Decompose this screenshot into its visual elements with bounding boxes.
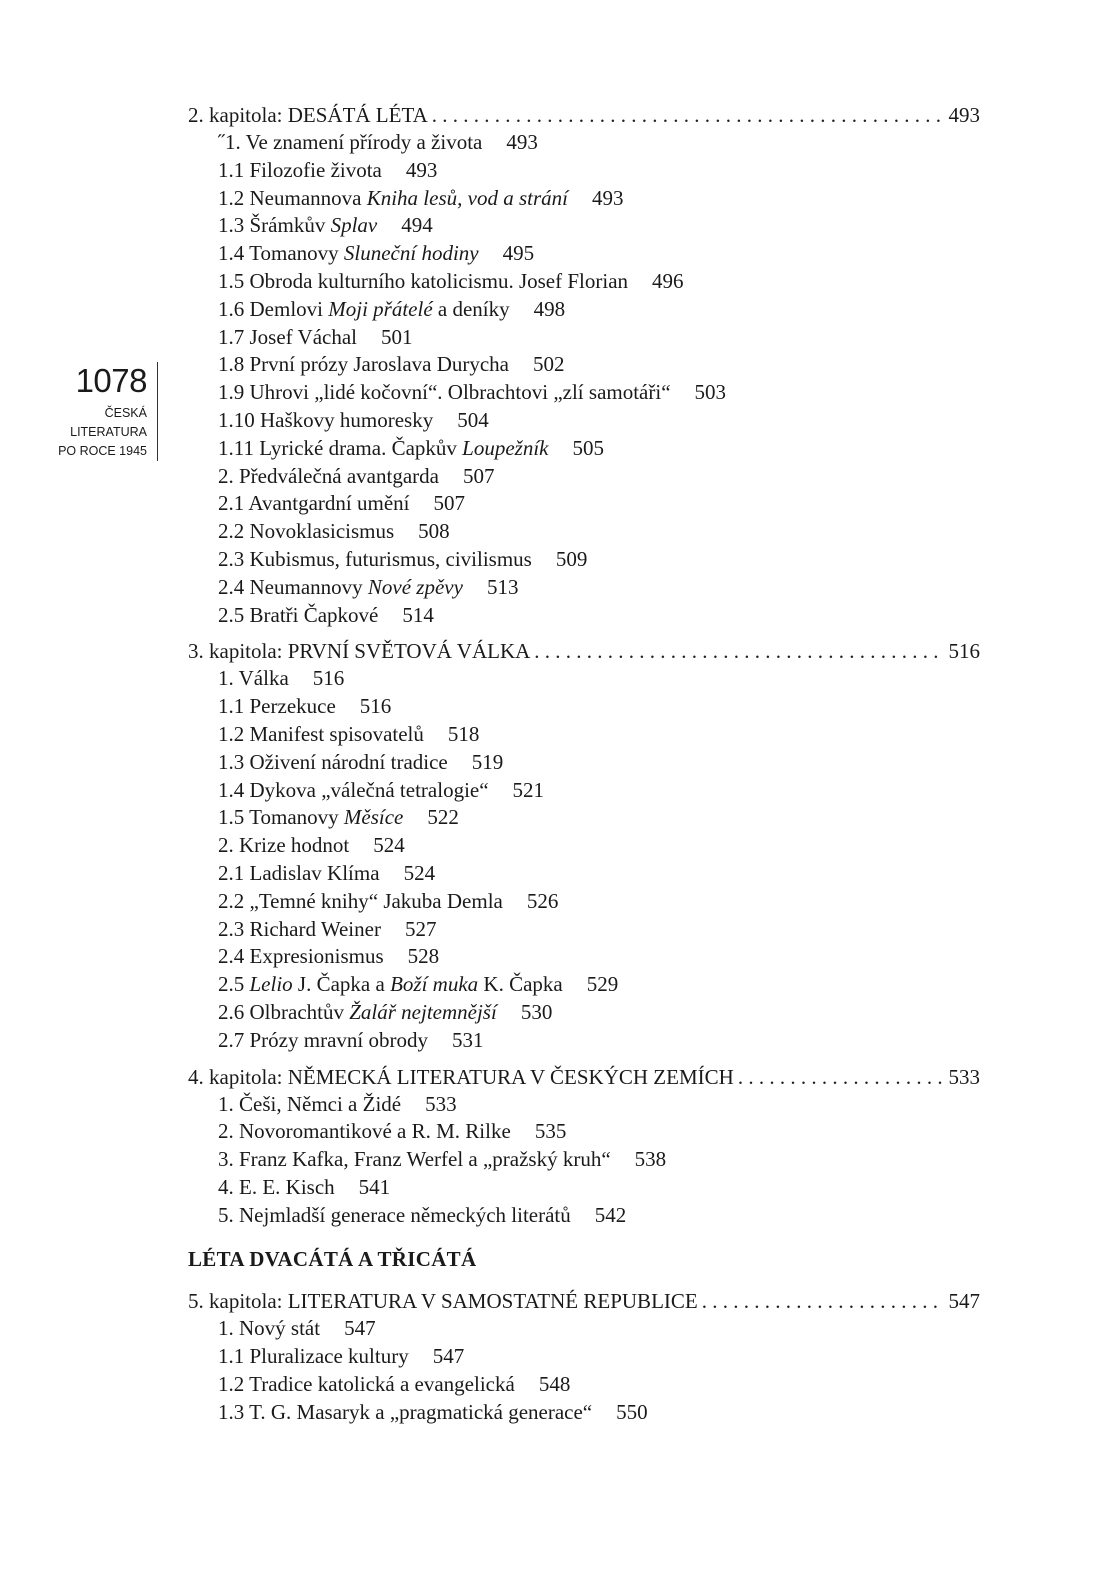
toc-entry: [218, 943, 980, 971]
entry-text: 1. Válka: [218, 666, 289, 691]
toc-entry: [218, 1091, 980, 1119]
book-title-line: ČESKÁ: [104, 406, 147, 420]
entry-page: 547: [432, 1344, 465, 1369]
entry-page: 516: [359, 694, 392, 719]
chapter-title: 4. kapitola: NĚMECKÁ LITERATURA V ČESKÝCH ZEMÍCH: [188, 1064, 734, 1089]
chapter-heading: [188, 1287, 980, 1315]
toc-entry: [218, 721, 980, 749]
entry-page: 518: [447, 721, 480, 746]
entry-page: 493: [405, 157, 438, 182]
entry-page: 522: [427, 805, 459, 830]
toc-entry: [218, 888, 980, 916]
entry-text: 2.5: [218, 972, 250, 997]
entry-text: 2.6 Olbrachtův: [218, 999, 350, 1024]
entry-work-title: Lelio: [249, 972, 293, 997]
chapter-page: 533: [948, 1064, 980, 1089]
entry-page: 505: [572, 435, 604, 460]
entry-work-title: Měsíce: [343, 805, 404, 830]
entry-page: 550: [616, 1399, 648, 1424]
toc-entry: [218, 240, 980, 268]
entry-work-title: Splav: [330, 213, 378, 238]
page-margin-block: [40, 362, 158, 461]
entry-text: 2.5 Bratři Čapkové: [218, 602, 379, 627]
toc-entry: [218, 1118, 980, 1146]
toc-entry: [218, 1174, 980, 1202]
entry-page: 507: [433, 491, 465, 516]
entry-page: 514: [402, 602, 434, 627]
entry-text: 2. Krize hodnot: [218, 833, 350, 858]
entry-page: 533: [425, 1091, 457, 1116]
entry-page: 513: [486, 574, 519, 599]
chapter-entries: [188, 129, 980, 629]
chapter-entries: [188, 665, 980, 1054]
toc-chapter-2: [188, 101, 980, 629]
entry-text: 2.1 Ladislav Klíma: [218, 860, 380, 885]
entry-page: 531: [451, 1027, 484, 1052]
toc-entry: [218, 296, 980, 324]
toc-entry: [218, 602, 980, 630]
toc-entry: [218, 212, 980, 240]
entry-work-title: Boží muka: [390, 972, 479, 997]
book-title-line: PO ROCE 1945: [58, 444, 147, 458]
entry-text: 1.2 Tradice katolická a evangelická: [218, 1372, 515, 1397]
entry-page: 507: [462, 463, 495, 488]
toc-entry: [218, 407, 980, 435]
toc-entry: [218, 1202, 980, 1230]
entry-page: 495: [502, 241, 535, 266]
entry-page: 528: [407, 944, 440, 969]
toc-entry: [218, 379, 980, 407]
entry-text: 1.1 Filozofie života: [218, 157, 382, 182]
toc-entry: [218, 1371, 980, 1399]
toc-entry: [218, 351, 980, 379]
entry-text: 1.6 Demlovi: [218, 296, 329, 321]
entry-text: 1.7 Josef Váchal: [218, 324, 357, 349]
dot-leader: [702, 1287, 943, 1315]
chapter-page: 547: [948, 1289, 980, 1314]
chapter-heading: [188, 637, 980, 665]
toc-entry: [218, 777, 980, 805]
table-of-contents: [188, 101, 980, 1427]
entry-work-title: Kniha lesů, vod a strání: [366, 185, 568, 210]
toc-entry: [218, 1027, 980, 1055]
toc-entry: [218, 435, 980, 463]
entry-text: 1.4 Dykova „válečná tetralogie“: [218, 777, 489, 802]
entry-work-title: Nové zpěvy: [367, 574, 463, 599]
entry-text: J. Čapka a: [292, 972, 391, 997]
entry-page: 519: [471, 749, 504, 774]
page-number: 1078: [75, 362, 147, 399]
entry-page: 542: [594, 1202, 627, 1227]
chapter-title: 3. kapitola: PRVNÍ SVĚTOVÁ VÁLKA: [188, 639, 531, 664]
chapter-entries: [188, 1091, 980, 1230]
chapter-title: 2. kapitola: DESÁTÁ LÉTA: [188, 103, 428, 127]
entry-page: 524: [373, 833, 405, 858]
entry-text: 1.3 Oživení národní tradice: [218, 749, 448, 774]
entry-page: 498: [533, 296, 566, 321]
entry-text: 1.1 Pluralizace kultury: [218, 1344, 409, 1369]
toc-entry: [218, 749, 980, 777]
entry-page: 526: [526, 888, 559, 913]
chapter-page: 493: [948, 103, 980, 127]
toc-entry: [218, 324, 980, 352]
entry-page: 509: [555, 546, 588, 571]
chapter-title: 5. kapitola: LITERATURA V SAMOSTATNÉ REPUBLICE: [188, 1289, 698, 1314]
toc-entry: [218, 971, 980, 999]
entry-work-title: Sluneční hodiny: [343, 241, 479, 266]
toc-chapter-4: [188, 1063, 980, 1230]
entry-text: 1.5 Obroda kulturního katolicismu. Josef Florian: [218, 268, 629, 293]
entry-text: 1. Nový stát: [218, 1316, 321, 1341]
entry-text: 2.3 Kubismus, futurismus, civilismus: [218, 546, 532, 571]
entry-page: 493: [506, 130, 538, 154]
toc-entry: [218, 804, 980, 832]
entry-text: a deníky: [432, 296, 510, 321]
entry-text: 2.4 Expresionismus: [218, 944, 384, 969]
entry-text: 2.3 Richard Weiner: [218, 916, 381, 941]
entry-text: 2.2 Novoklasicismus: [218, 519, 395, 544]
toc-entry: [218, 157, 980, 185]
entry-text: 1.4 Tomanovy: [218, 241, 344, 266]
entry-text: 2.4 Neumannovy: [218, 574, 368, 599]
entry-page: 529: [586, 972, 619, 997]
entry-text: 1.2 Manifest spisovatelů: [218, 721, 424, 746]
toc-entry: [218, 999, 980, 1027]
entry-page: 548: [538, 1372, 571, 1397]
entry-text: 1. Češi, Němci a Židé: [218, 1091, 402, 1116]
entry-text: 1.5 Tomanovy: [218, 805, 344, 830]
part-title: LÉTA DVACÁTÁ A TŘICÁTÁ: [188, 1247, 477, 1272]
entry-text: K. Čapka: [478, 972, 563, 997]
dot-leader: [432, 101, 943, 129]
entry-page: 547: [344, 1316, 376, 1341]
toc-entry: [218, 268, 980, 296]
entry-text: 1.9 Uhrovi „lidé kočovní“. Olbrachtovi „zlí samotáři“: [218, 380, 671, 405]
toc-entry: [218, 916, 980, 944]
toc-chapter-3: [188, 637, 980, 1054]
toc-entry: [218, 1343, 980, 1371]
entry-text: 3. Franz Kafka, Franz Werfel a „pražský kruh“: [218, 1147, 611, 1172]
entry-page: 494: [401, 213, 433, 238]
toc-chapter-5: [188, 1287, 980, 1426]
entry-text: 1.3 Šrámkův: [218, 213, 331, 238]
chapter-heading: [188, 101, 980, 129]
entry-text: 4. E. E. Kisch: [218, 1174, 335, 1199]
entry-text: ˝1. Ve znamení přírody a života: [218, 130, 483, 154]
toc-entry: [218, 518, 980, 546]
entry-work-title: Loupežník: [462, 435, 549, 460]
entry-page: 538: [634, 1147, 667, 1172]
chapter-entries: [188, 1315, 980, 1426]
entry-text: 2.1 Avantgardní umění: [218, 491, 410, 516]
toc-entry: [218, 546, 980, 574]
entry-page: 504: [457, 407, 489, 432]
entry-page: 516: [312, 666, 345, 691]
chapter-page: 516: [948, 639, 980, 664]
dot-leader: [738, 1063, 943, 1091]
entry-text: 2.7 Prózy mravní obrody: [218, 1027, 428, 1052]
entry-page: 493: [591, 185, 624, 210]
entry-text: 5. Nejmladší generace německých literátů: [218, 1202, 571, 1227]
toc-entry: [218, 832, 980, 860]
entry-page: 508: [418, 519, 450, 544]
entry-page: 503: [694, 380, 727, 405]
entry-text: 1.10 Haškovy humoresky: [218, 407, 434, 432]
entry-text: 2.2 „Temné knihy“ Jakuba Demla: [218, 888, 503, 913]
entry-page: 501: [381, 324, 413, 349]
chapter-heading: [188, 1063, 980, 1091]
entry-page: 535: [534, 1119, 567, 1144]
entry-text: 1.1 Perzekuce: [218, 694, 336, 719]
toc-entry: [218, 185, 980, 213]
toc-entry: [218, 490, 980, 518]
toc-entry: [218, 129, 980, 157]
toc-entry: [218, 1146, 980, 1174]
book-title-line: LITERATURA: [70, 425, 147, 439]
toc-entry: [218, 1399, 980, 1427]
entry-page: 496: [652, 268, 684, 293]
entry-page: 541: [358, 1174, 391, 1199]
toc-entry: [218, 463, 980, 491]
toc-entry: [218, 860, 980, 888]
entry-page: 524: [403, 860, 436, 885]
entry-text: 1.8 První prózy Jaroslava Durycha: [218, 352, 510, 377]
toc-entry: [218, 665, 980, 693]
entry-work-title: Žalář nejtemnější: [349, 999, 497, 1024]
entry-page: 530: [520, 999, 553, 1024]
entry-page: 527: [404, 916, 437, 941]
entry-text: 1.3 T. G. Masaryk a „pragmatická generace“: [218, 1399, 593, 1424]
entry-work-title: Moji přátelé: [328, 296, 433, 321]
running-book-title: [40, 404, 147, 461]
entry-page: 521: [512, 777, 545, 802]
entry-page: 502: [533, 352, 565, 377]
entry-text: 1.2 Neumannova: [218, 185, 367, 210]
dot-leader: [534, 637, 942, 665]
entry-text: 1.11 Lyrické drama. Čapkův: [218, 435, 463, 460]
toc-entry: [218, 693, 980, 721]
entry-text: 2. Předválečná avantgarda: [218, 463, 439, 488]
toc-entry: [218, 1315, 980, 1343]
entry-text: 2. Novoromantikové a R. M. Rilke: [218, 1119, 511, 1144]
toc-entry: [218, 574, 980, 602]
